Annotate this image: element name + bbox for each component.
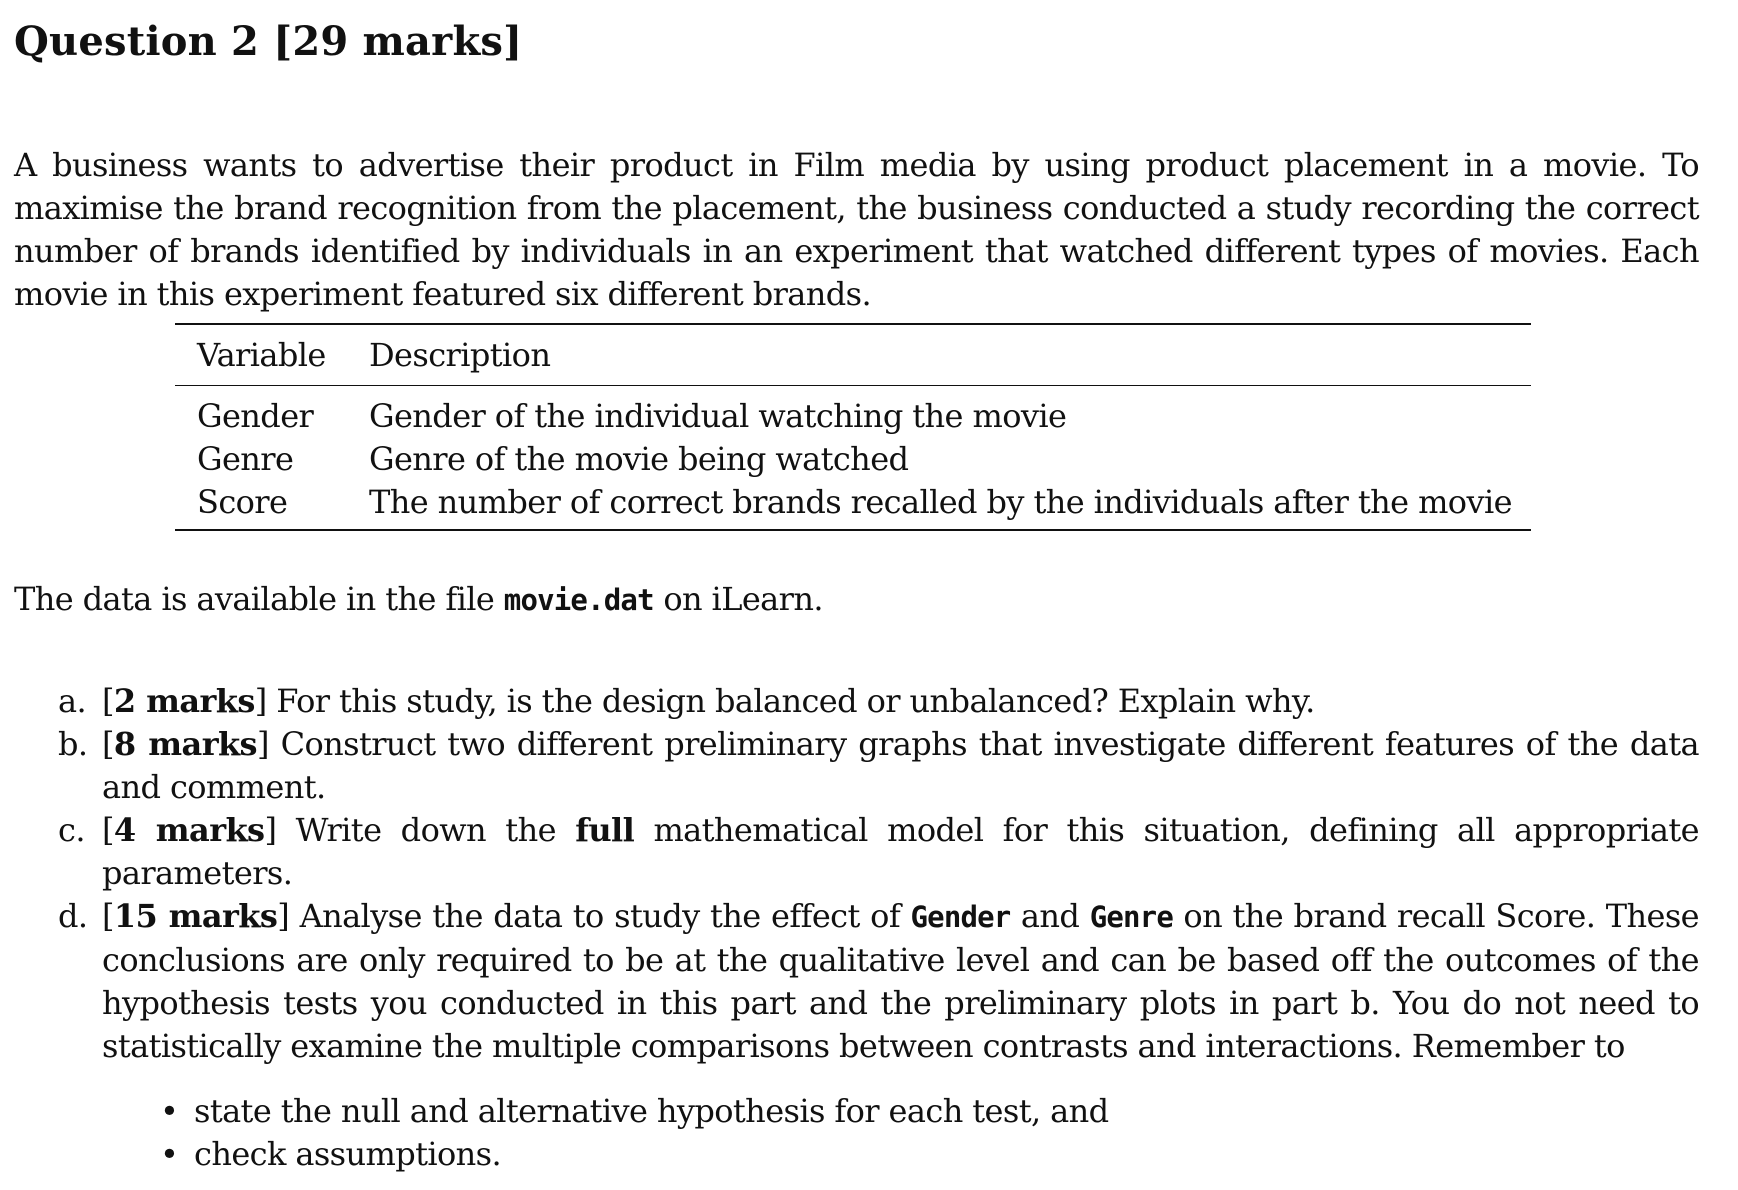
part-text-continued: on the brand recall Score. These conclusions are only required to be at the qualitative level and can be based off the outcomes of the hypothesis tests you conducted in this part and the preliminary plots in part b. You do not need to statistically examine the multiple comparisons between contrasts and interactions. Remember to [102,897,1699,1065]
emphasis-full: full [575,811,635,849]
part-marks: 4 marks [113,811,265,849]
part-a: a. [2 marks] For this study, is the design balanced or unbalanced? Explain why. [102,680,1699,723]
part-text: For this study, is the design balanced or unbalanced? Explain why. [276,682,1315,720]
variables-table [175,323,1531,531]
part-d: d. [15 marks] Analyse the data to study the effect of Gender and Genre on the brand recall Score. These conclusions are only required to be at the qualitative level and can be based off the outcomes of the hypothesis tests you conducted in this part and the preliminary plots in part b. You do not need to statistically examine the multiple comparisons between contrasts and interactions. Remember to [58,897,1699,1065]
question-parts [58,680,1699,1068]
part-b: b. [8 marks] Construct two different preliminary graphs that investigate different features of the data and comment. [58,725,1699,806]
part-c: c. [4 marks] Write down the full mathematical model for this situation, defining all appropriate parameters. [58,811,1699,892]
data-filename: movie.dat [503,583,654,617]
variable-genre: Genre [1089,900,1173,934]
table-header-row [175,324,1531,386]
bullet-icon: • [160,1092,179,1130]
table-row [175,437,1531,480]
part-letter: c. [58,811,85,849]
part-text: Analyse the data to study the effect of [299,897,901,935]
variable-description: Gender of the individual watching the movie [369,396,1067,435]
variable-name: Score [197,482,288,521]
availability-text: The data is available in the file [14,580,495,618]
part-text-and: and [1020,897,1080,935]
header-description: Description [369,336,551,374]
data-availability-note [14,580,823,618]
list-item [160,1090,1109,1133]
reminder-text: check assumptions. [194,1135,502,1173]
variable-description: The number of correct brands recalled by the individuals after the movie [369,482,1512,521]
part-text: Write down the [295,811,556,849]
bullet-icon: • [160,1135,179,1173]
reminder-text: state the null and alternative hypothesis for each test, and [194,1092,1109,1130]
question-title: Question 2 [29 marks] [14,18,523,65]
reminder-list [160,1090,1109,1176]
part-marks: 2 marks [113,682,255,720]
variable-gender: Gender [910,900,1011,934]
availability-text-end: on iLearn. [663,580,823,618]
header-variable: Variable [197,336,326,374]
part-letter: d. [58,897,88,935]
part-letter: a. [58,682,87,720]
table-row [175,386,1531,438]
table-row [175,480,1531,530]
list-item [160,1133,1108,1176]
variable-description: Genre of the movie being watched [369,439,909,478]
variable-name: Gender [197,396,314,435]
part-marks: 15 marks [113,897,278,935]
part-letter: b. [58,725,88,763]
part-marks: 8 marks [113,725,257,763]
part-text: Construct two different preliminary graphs that investigate different features of the data and comment. [102,725,1699,806]
part-text-continued: mathematical model for this situation, defining all appropriate parameters. [102,811,1699,892]
variable-name: Genre [197,439,294,478]
intro-paragraph: A business wants to advertise their product in Film media by using product placement in a movie. To maximise the brand recognition from the placement, the business conducted a study recording the correct number of brands identified by individuals in an experiment that watched different types of movies. Each movie in this experiment featured six different brands. [14,146,1699,313]
